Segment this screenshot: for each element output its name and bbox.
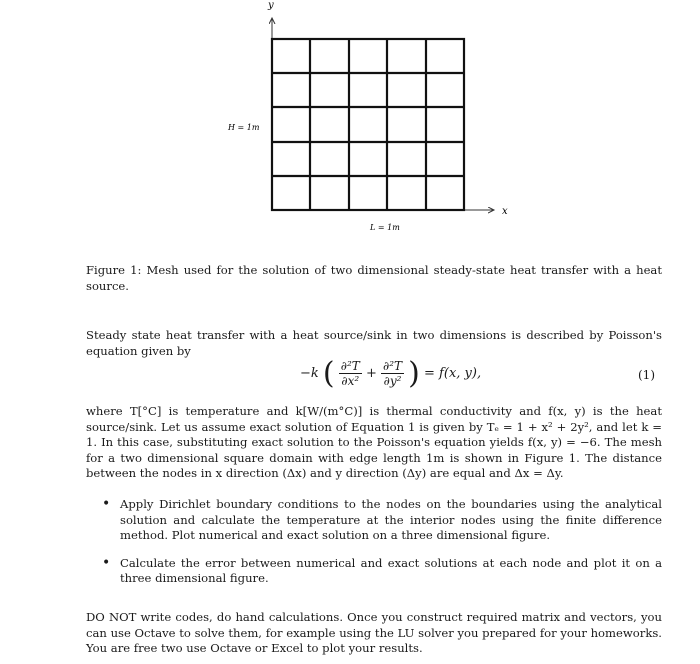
list-item: • Calculate the error between numerical and exact solutions at each node and plot it on a three dimensional figure. [102,554,662,586]
intro-paragraph: Steady state heat transfer with a heat source/sink in two dimensions is described by Poisson's equation given by [86,328,662,358]
eq-plus: + [365,366,377,381]
list-item: • Apply Dirichlet boundary conditions to the nodes on the boundaries using the analytical solution and calculate the temperature at the interior nodes using the finite difference method. Plot numerical and exact solution on a three dimensional figure. [102,496,662,543]
eq-rhs: = f(x, y), [424,366,482,381]
definitions-paragraph: where T[°C] is temperature and k[W/(m°C)] is thermal conductivity and f(x, y) is the heat source/sink. Let us assume exact solution of Equation 1 is given by Tₑ = 1 + x² + 2y², and let k = 1. In this case, substituting exact solution to the Poisson's equation yields f(x, y) = −6. The mesh for a two dimensional square domain with edge length 1m is shown in Figure 1. The distance between the nodes in x direction (Δx) and y direction (Δy) are equal and Δx = Δy. [86,404,662,481]
length-label: L = 1m [370,223,400,232]
mesh-figure [0,0,700,240]
y-axis-label: y [268,0,274,11]
eq-fraction-x: $\frac{\text{∂²T}}{\text{∂x²}}$ [340,359,360,388]
mesh-grid [272,39,464,210]
eq-fraction-y: $\frac{\text{∂²T}}{\text{∂y²}}$ [383,359,403,388]
instructions-paragraph: DO NOT write codes, do hand calculations. Once you construct required matrix and vectors, you can use Octave to solve them, for example using the LU solver you prepared for your homeworks. You are free two use Octave or Excel to plot your results. [86,610,662,656]
equation-number: (1) [638,368,655,382]
eq-prefix: −k [300,366,319,381]
task-list [86,497,662,599]
x-axis-label: x [502,206,508,217]
height-label: H = 1m [228,123,260,132]
figure-caption: Figure 1: Mesh used for the solution of two dimensional steady-state heat transfer with a heat source. [86,263,662,293]
equation-1: −k ( $\frac{\text{∂²T}}{\text{∂x²}}$ + $\frac{\text{∂²T}}{\text{∂y²}}$ ) = f(x, y), (1) [300,356,655,391]
